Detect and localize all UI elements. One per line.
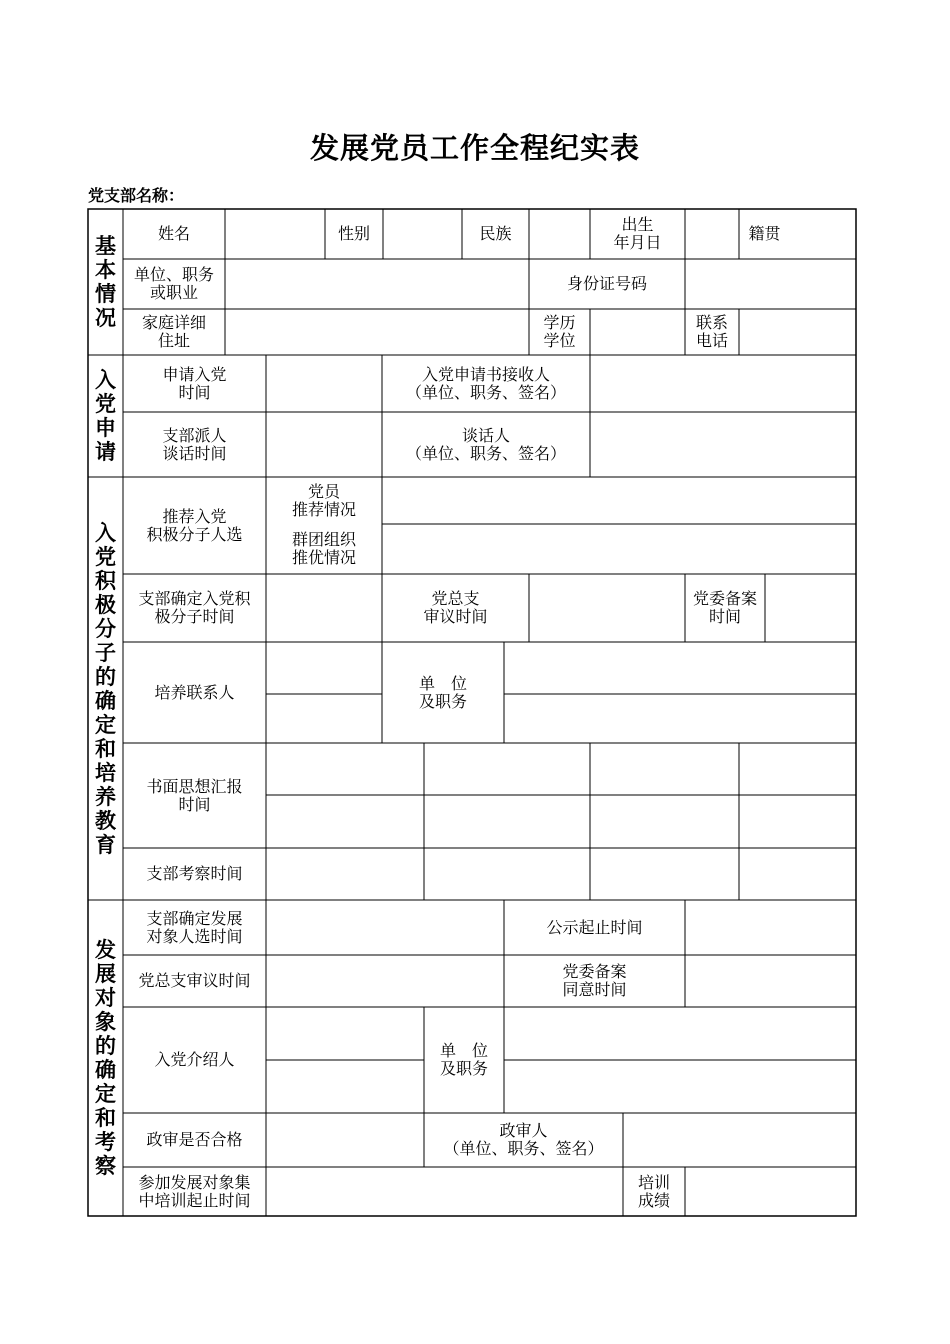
political-check-label: 政审是否合格 bbox=[146, 1130, 243, 1149]
confirm-dev-label: 支部确定发展 对象人选时间 bbox=[146, 908, 243, 946]
talk-time-label: 支部派人 谈话时间 bbox=[162, 425, 227, 463]
name-label: 姓名 bbox=[157, 224, 190, 243]
receiver-label: 入党申请书接收人 （单位、职务、签名） bbox=[405, 364, 566, 402]
apply-time-label: 申请入党 时间 bbox=[162, 364, 227, 402]
report-label: 书面思想汇报 时间 bbox=[146, 776, 243, 814]
section-basic-info: 基本情况 bbox=[95, 233, 116, 330]
section-development: 发展对象的确定和考察 bbox=[95, 937, 116, 1178]
introducer-unit-label: 单 位 及职务 bbox=[439, 1041, 488, 1078]
section-application: 入党申请 bbox=[95, 367, 116, 464]
committee-agree-label: 党委备案 同意时间 bbox=[562, 962, 627, 999]
confirm-activist-label: 支部确定入党积 极分子时间 bbox=[138, 589, 251, 626]
training-time-label: 参加发展对象集 中培训起止时间 bbox=[138, 1172, 251, 1210]
talker-label: 谈话人 （单位、职务、签名） bbox=[405, 425, 566, 463]
general-review-2-label: 党总支审议时间 bbox=[138, 971, 251, 990]
committee-record-label: 党委备案 时间 bbox=[692, 589, 757, 626]
unit-label: 单位、职务 或职业 bbox=[133, 265, 214, 302]
publicity-label: 公示起止时间 bbox=[546, 917, 643, 937]
education-label: 学历 学位 bbox=[543, 313, 576, 350]
form-title: 发展党员工作全程纪实表 bbox=[309, 131, 640, 165]
trainer-label: 培养联系人 bbox=[154, 682, 235, 702]
recommend-label: 推荐入党 积极分子人选 bbox=[146, 506, 243, 544]
general-review-label: 党总支 审议时间 bbox=[423, 589, 488, 626]
group-recommend-label: 群团组织 推优情况 bbox=[291, 530, 356, 567]
introducer-label: 入党介绍人 bbox=[154, 1050, 235, 1069]
birth-date-label: 出生 年月日 bbox=[613, 215, 662, 252]
training-result-label: 培训 成绩 bbox=[637, 1172, 670, 1210]
ethnicity-label: 民族 bbox=[479, 224, 512, 243]
address-label: 家庭详细 住址 bbox=[141, 313, 206, 350]
party-branch-label: 党支部名称： bbox=[88, 186, 185, 205]
phone-label: 联系 电话 bbox=[695, 313, 728, 350]
inspect-label: 支部考察时间 bbox=[146, 864, 243, 883]
gender-label: 性别 bbox=[337, 224, 370, 243]
political-reviewer-label: 政审人 （单位、职务、签名） bbox=[443, 1121, 604, 1158]
trainer-unit-label: 单 位 及职务 bbox=[418, 673, 467, 711]
id-number-label: 身份证号码 bbox=[566, 274, 647, 293]
member-recommend-label: 党员 推荐情况 bbox=[291, 481, 356, 519]
native-place-label: 籍贯 bbox=[748, 224, 781, 243]
section-activist: 入党积极分子的确定和培养教育 bbox=[95, 519, 116, 857]
